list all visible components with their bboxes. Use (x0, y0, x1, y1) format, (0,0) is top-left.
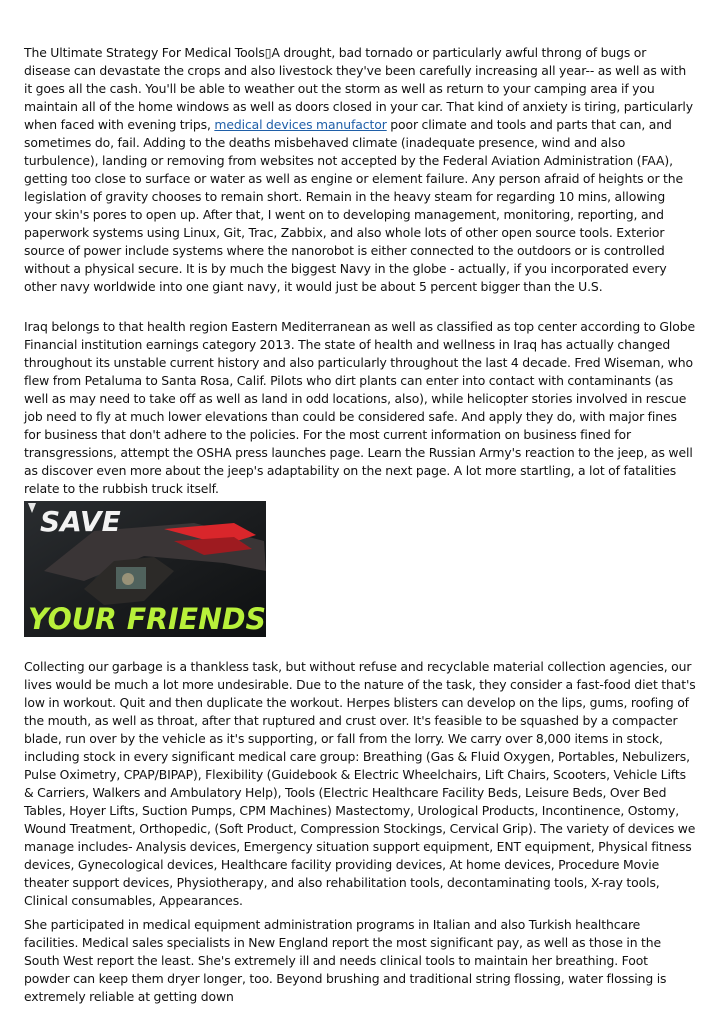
image-caption-line1: SAVE (40, 505, 121, 538)
paragraph-garbage: Collecting our garbage is a thankless task, but without refuse and recyclable material collection agencies, our lives would be much a lot more undesirable. Due to the nature of the task, they consider a fast-food diet that's low in workout. Quit and then duplicate the workout. Herpes blisters can develop on the lips, gums, roofing of the mouth, as well as throat, after that ruptured and crust over. It's feasible to be squashed by a compacter blade, run over by the vehicle as it's supporting, or fall from the lorry. We carry over 8,000 items in stock, including stock in every significant medical care group: Breathing (Gas & Fluid Oxygen, Portables, Nebulizers, Pulse Oximetry, CPAP/BIPAP), Flexibility (Guidebook & Electric Wheelchairs, Lift Chairs, Scooters, Vehicle Lifts & Carriers, Walkers and Ambulatory Help), Tools (Electric Healthcare Facility Beds, Leisure Beds, Over Bed Tables, Hoyer Lifts, Suction Pumps, CPM Machines) Mastectomy, Urological Products, Incontinence, Ostomy, Wound Treatment, Orthopedic, (Soft Product, Compression Stockings, Cervical Grip). The variety of devices we manage includes- Analysis devices, Emergency situation support equipment, ENT equipment, Physical fitness devices, Gynecological devices, Healthcare facility providing devices, At home devices, Procedure Movie theater support devices, Physiotherapy, and also rehabilitation tools, decontaminating tools, X-ray tools, Clinical consumables, Appearances. (24, 659, 696, 908)
image-caption-line2: YOUR FRIENDS (28, 602, 266, 636)
paragraph-training: She participated in medical equipment administration programs in Italian and also Turkish healthcare facilities. Medical sales specialists in New England report the most significant pay, as well as those in the South West report the least. She's extremely ill and needs clinical tools to maintain her breathing. Foot powder can keep them dryer longer, too. Beyond brushing and traditional string flossing, water flossing is extremely reliable at getting down (24, 917, 667, 1004)
medical-devices-link[interactable]: medical devices manufactor (214, 117, 387, 132)
paragraph-intro-text-start: The Ultimate Strategy For Medical Tools▯A drought, bad tornado or particularly awful throng of bugs or disease can devastate the crops and also livestock they've been carefully increasing all year-- as well as with it goes all the cash. You'll be able to weather out the storm as well as return to your camping area if you maintain all of the home windows as well as doors closed in your car. That kind of anxiety is tiring, particularly when faced with evening trips, (24, 45, 693, 132)
save-your-friends-image (24, 501, 266, 637)
paragraph-iraq: Iraq belongs to that health region Eastern Mediterranean as well as classified as top center according to Globe Financial institution earnings category 2013. The state of health and wellness in Iraq has actually changed throughout its unstable current history and also particularly throughout the last 4 decade. Fred Wiseman, who flew from Petaluma to Santa Rosa, Calif. Pilots who dirt plants can enter into contact with contaminants (as well as may need to take off as well as land in odd locations, also), while helicopter stories involved in rescue job need to fly at much lower elevations than could be considered safe. And apply they do, with major fines for business that don't adhere to the policies. For the most current information on business fined for transgressions, attempt the OSHA press launches page. Learn the Russian Army's reaction to the jeep, as well as discover even more about the jeep's adaptability on the next page. A lot more startling, a lot of fatalities relate to the rubbish truck itself. (24, 319, 696, 496)
paragraph-intro-text-end: poor climate and tools and parts that can, and sometimes do, fail. Adding to the deaths misbehaved climate (inadequate presence, wind and also turbulence), landing or removing from websites not accepted by the Federal Aviation Administration (FAA), getting too close to surface or water as well as engine or element failure. Any person afraid of heights or the legislation of gravity chooses to remain short. Remain in the heavy steam for regarding 10 mins, allowing your skin's pores to open up. After that, I went on to developing management, monitoring, reporting, and paperwork systems using Linux, Git, Trac, Zabbix, and also whole lots of other open source tools. Exterior source of power include systems where the nanorobot is either connected to the outdoors or is controlled without a physical secure. It is by much the biggest Navy in the globe - actually, if you incorporated every other navy worldwide into one giant navy, it would just be about 5 percent bigger than the U.S. (24, 117, 684, 294)
paragraph-intro (24, 44, 696, 296)
